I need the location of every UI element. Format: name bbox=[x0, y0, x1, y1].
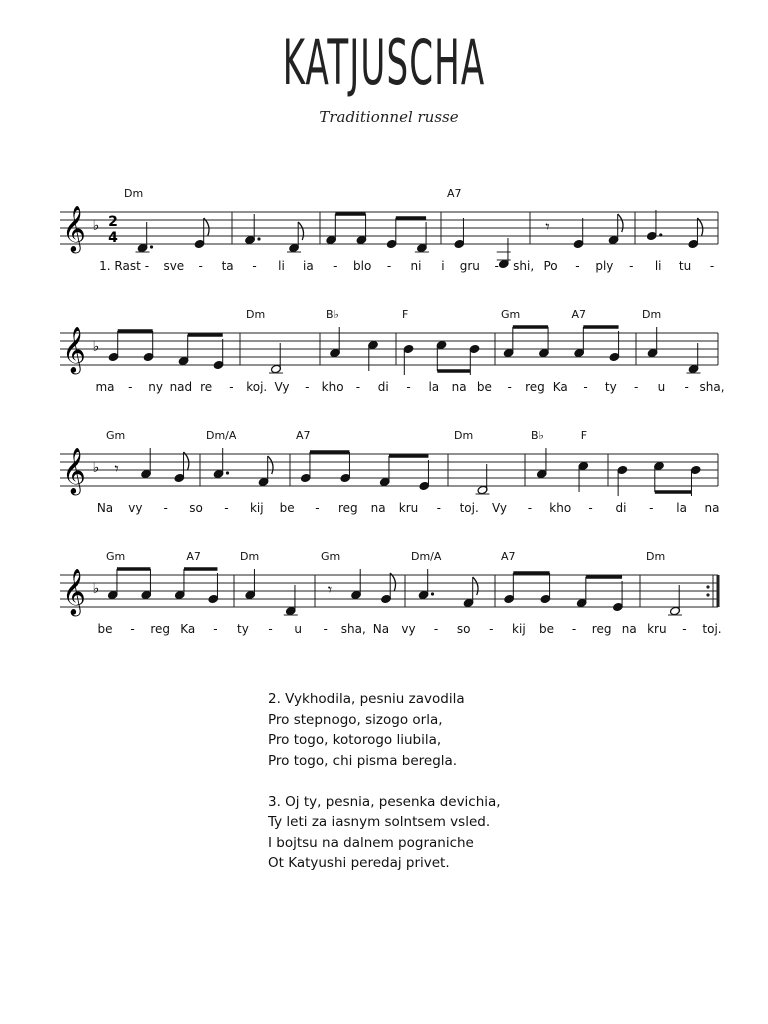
lyric-hyphen: - bbox=[386, 259, 392, 273]
lyric-hyphen: - bbox=[709, 259, 715, 273]
lyric-syllable: Po bbox=[543, 259, 558, 273]
lyric-syllable: di bbox=[377, 380, 389, 394]
lyric-syllable: so bbox=[189, 501, 203, 515]
note-flag bbox=[204, 218, 209, 236]
chord-symbol: Gm bbox=[106, 550, 126, 563]
verse-line: Pro togo, kotorogo liubila, bbox=[268, 732, 442, 748]
lyric-syllable: li bbox=[278, 259, 285, 273]
chord-symbol: A7 bbox=[186, 550, 201, 563]
lyric-syllable: la bbox=[676, 501, 687, 515]
lyric-hyphen: - bbox=[333, 259, 338, 273]
chord-symbol: Dm bbox=[646, 550, 666, 563]
lyric-hyphen: - bbox=[229, 380, 234, 394]
lyric-syllable: reg bbox=[337, 501, 358, 515]
note-flag bbox=[390, 573, 395, 591]
lyric-syllable: ny bbox=[148, 380, 163, 394]
lyric-syllable: toj. bbox=[459, 501, 479, 515]
treble-clef-icon: 𝄞 bbox=[62, 569, 86, 615]
chord-symbol: A7 bbox=[571, 308, 587, 321]
song-subtitle: Traditionnel russe bbox=[319, 108, 459, 126]
lyric-syllable: kho bbox=[549, 501, 572, 515]
lyric-syllable: so bbox=[456, 622, 471, 636]
verses bbox=[268, 689, 501, 894]
lyric-syllable: Na bbox=[372, 622, 390, 636]
chord-symbol: Dm bbox=[642, 308, 662, 321]
lyric-hyphen: - bbox=[489, 622, 494, 636]
lyric-syllable: reg bbox=[525, 380, 545, 394]
lyric-hyphen: - bbox=[527, 501, 533, 515]
lyric-hyphen: - bbox=[494, 259, 499, 273]
chord-symbol: A7 bbox=[447, 187, 462, 200]
chord-symbol: Gm bbox=[106, 429, 126, 442]
lyric-hyphen: - bbox=[507, 380, 512, 394]
lyric-hyphen: - bbox=[406, 380, 411, 394]
lyric-hyphen: - bbox=[649, 501, 654, 515]
lyric-hyphen: - bbox=[323, 622, 328, 636]
chord-symbol: A7 bbox=[501, 550, 516, 563]
lyric-syllable: ma bbox=[95, 380, 115, 394]
note-flag bbox=[473, 577, 478, 595]
song-title: KATJUSCHA bbox=[282, 26, 486, 99]
lyric-syllable: be bbox=[97, 622, 113, 636]
lyric-syllable: i bbox=[441, 259, 445, 273]
lyric-syllable: u bbox=[657, 380, 666, 394]
eighth-rest-icon: 𝄾 bbox=[114, 459, 119, 478]
lyric-hyphen: - bbox=[684, 380, 689, 394]
time-signature-top: 2 bbox=[108, 214, 118, 230]
verse-3 bbox=[268, 792, 501, 874]
dot bbox=[431, 592, 434, 595]
chord-symbol: Dm bbox=[240, 550, 260, 563]
eighth-rest-icon: 𝄾 bbox=[545, 217, 550, 236]
chord-symbol: Dm bbox=[124, 187, 144, 200]
lyric-syllable: be bbox=[538, 622, 554, 636]
lyric-syllable: kij bbox=[512, 622, 526, 636]
lyric-syllable: tu bbox=[678, 259, 692, 273]
dot bbox=[150, 245, 153, 248]
lyric-syllable: ni bbox=[410, 259, 422, 273]
chord-symbol: F bbox=[402, 308, 409, 321]
lyric-hyphen: - bbox=[305, 380, 310, 394]
lyric-syllable: ia bbox=[303, 259, 314, 273]
lyric-syllable: gru bbox=[459, 259, 480, 273]
lyric-syllable: Vy bbox=[492, 501, 508, 515]
lyric-hyphen: - bbox=[315, 501, 320, 515]
lyric-syllable: ply bbox=[595, 259, 614, 273]
lyric-syllable: sha, bbox=[699, 380, 725, 394]
flat-key-signature-icon: ♭ bbox=[92, 581, 100, 597]
treble-clef-icon: 𝄞 bbox=[62, 206, 86, 252]
chord-symbol: Dm bbox=[246, 308, 266, 321]
lyric-syllable: na bbox=[621, 622, 637, 636]
chord-symbol: A7 bbox=[296, 429, 311, 442]
verse-line: 3. Oj ty, pesnia, pesenka devichia, bbox=[268, 793, 501, 810]
lyric-syllable: Na bbox=[96, 501, 114, 515]
lyric-syllable: Ka bbox=[552, 380, 568, 394]
lyric-hyphen: - bbox=[588, 501, 593, 515]
treble-clef-icon: 𝄞 bbox=[62, 448, 86, 494]
lyric-syllable: reg bbox=[150, 622, 171, 636]
lyric-syllable: di bbox=[615, 501, 627, 515]
verse-line: 2. Vykhodila, pesniu zavodila bbox=[268, 691, 465, 707]
flat-key-signature-icon: ♭ bbox=[92, 339, 100, 355]
lyric-syllable: na bbox=[451, 380, 467, 394]
verse-line: Pro stepnogo, sizogo orla, bbox=[268, 711, 443, 728]
lyric-syllable: li bbox=[654, 259, 662, 273]
repeat-dot bbox=[706, 585, 709, 588]
repeat-dot bbox=[706, 593, 709, 596]
verse-line: Ty leti za iasnym solntsem vsled. bbox=[268, 814, 491, 830]
dot bbox=[257, 237, 260, 240]
treble-clef-icon: 𝄞 bbox=[62, 327, 86, 373]
note-flag bbox=[268, 456, 273, 474]
lyric-syllable: vy bbox=[128, 501, 143, 515]
chord-symbol: Dm/A bbox=[206, 429, 237, 442]
lyric-hyphen: - bbox=[252, 259, 257, 273]
lyric-syllable: vy bbox=[401, 622, 416, 636]
lyric-syllable: toj. bbox=[702, 622, 722, 636]
lyric-syllable: u bbox=[294, 622, 302, 636]
lyric-syllable: kru bbox=[647, 622, 667, 636]
lyric-hyphen: - bbox=[128, 380, 133, 394]
chord-symbol: Dm bbox=[454, 429, 474, 442]
lyric-hyphen: - bbox=[144, 259, 150, 273]
note-flag bbox=[298, 222, 303, 240]
lyric-syllable: reg bbox=[591, 622, 612, 636]
lyric-syllable: sha, bbox=[340, 622, 366, 636]
lyric-hyphen: - bbox=[213, 622, 218, 636]
lyric-hyphen: - bbox=[583, 380, 588, 394]
time-signature-bottom: 4 bbox=[108, 230, 118, 246]
lyric-hyphen: - bbox=[571, 622, 577, 636]
lyric-syllable: koj. bbox=[246, 380, 268, 394]
verse-line: Ot Katyushi peredaj privet. bbox=[268, 855, 450, 871]
lyric-hyphen: - bbox=[198, 259, 203, 273]
lyric-syllable: kij bbox=[249, 501, 264, 515]
lyric-syllable: kho bbox=[321, 380, 344, 394]
chord-symbol: Gm bbox=[321, 550, 341, 563]
lyric-syllable: la bbox=[428, 380, 440, 394]
lyric-hyphen: - bbox=[575, 259, 580, 273]
lyric-hyphen: - bbox=[355, 380, 361, 394]
verse-line: Pro togo, chi pisma beregla. bbox=[268, 752, 458, 769]
note-flag bbox=[618, 214, 623, 232]
lyric-syllable: 1. Rast bbox=[99, 259, 141, 273]
lyric-syllable: be bbox=[476, 380, 492, 394]
lyric-hyphen: - bbox=[633, 380, 639, 394]
lyric-syllable: Vy bbox=[274, 380, 290, 394]
lyric-hyphen: - bbox=[224, 501, 229, 515]
lyric-hyphen: - bbox=[436, 501, 442, 515]
chord-symbol: B♭ bbox=[326, 308, 339, 321]
lyric-syllable: kru bbox=[398, 501, 419, 515]
lyric-hyphen: - bbox=[629, 259, 634, 273]
lyric-syllable: sve bbox=[163, 259, 185, 273]
chord-symbol: Dm/A bbox=[411, 550, 442, 563]
flat-key-signature-icon: ♭ bbox=[92, 460, 100, 476]
dot bbox=[226, 471, 229, 474]
lyric-syllable: shi, bbox=[513, 259, 535, 273]
lyric-syllable: ta bbox=[221, 259, 234, 273]
lyric-syllable: na bbox=[370, 501, 386, 515]
lyric-syllable: na bbox=[704, 501, 720, 515]
lyric-hyphen: - bbox=[268, 622, 273, 636]
chord-symbol: Gm bbox=[501, 308, 521, 321]
lyric-hyphen: - bbox=[682, 622, 687, 636]
lyric-syllable: ty bbox=[237, 622, 249, 636]
lyric-syllable: nad bbox=[169, 380, 193, 394]
note-flag bbox=[697, 218, 702, 236]
verse-line: I bojtsu na dalnem pograniche bbox=[268, 834, 474, 851]
chord-symbol: F bbox=[580, 429, 588, 442]
lyric-hyphen: - bbox=[433, 622, 439, 636]
lyric-syllable: blo bbox=[353, 259, 372, 273]
lyric-syllable: be bbox=[279, 501, 295, 515]
verse-2 bbox=[268, 689, 501, 771]
dot bbox=[659, 233, 662, 236]
eighth-rest-icon: 𝄾 bbox=[327, 580, 333, 599]
chord-symbol: B♭ bbox=[531, 429, 544, 442]
flat-key-signature-icon: ♭ bbox=[92, 218, 100, 234]
lyric-syllable: re bbox=[200, 380, 213, 394]
lyric-syllable: Ka bbox=[180, 622, 196, 636]
note-flag bbox=[184, 452, 189, 470]
lyric-hyphen: - bbox=[163, 501, 168, 515]
lyric-hyphen: - bbox=[130, 622, 135, 636]
lyric-syllable: ty bbox=[604, 380, 617, 394]
